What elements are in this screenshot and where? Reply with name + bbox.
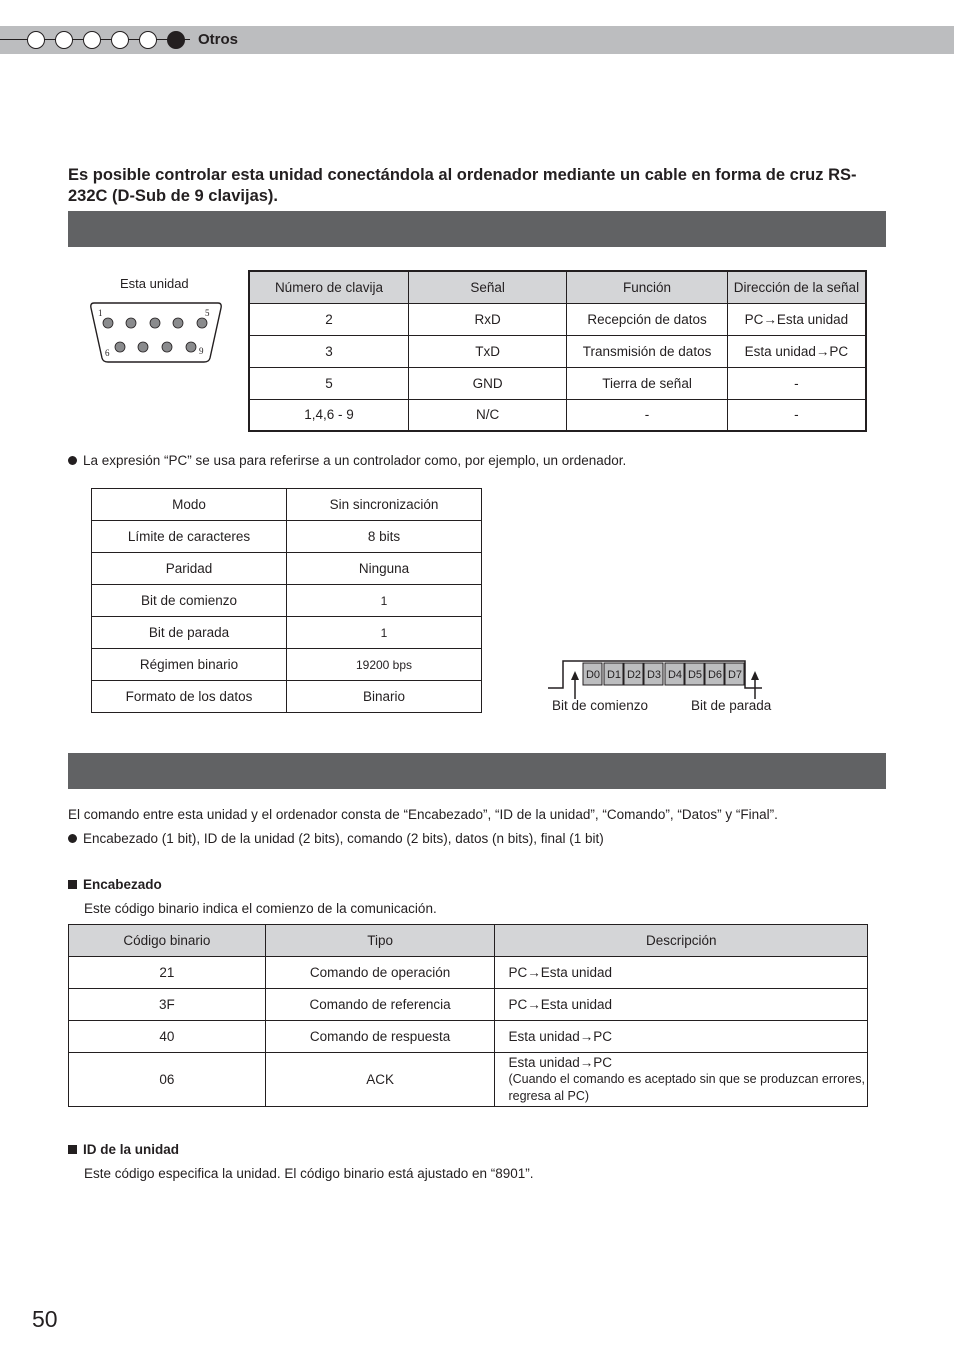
table-row <box>69 989 868 1021</box>
bit-label: D7 <box>727 669 743 681</box>
header-code-table <box>68 924 868 1107</box>
unit-id-section-title-text: ID de la unidad <box>83 1142 180 1157</box>
ack-description: Esta unidad→PC <box>508 1055 613 1070</box>
table-cell: Esta unidad→PC <box>727 335 866 367</box>
setting-value: 8 bits <box>287 521 482 553</box>
setting-name: Límite de caracteres <box>92 521 287 553</box>
table-cell: Tierra de señal <box>567 367 728 399</box>
table-cell: - <box>567 399 728 431</box>
column-header: Descripción <box>495 925 868 957</box>
table-cell: - <box>727 367 866 399</box>
connector-label: Esta unidad <box>120 276 189 291</box>
setting-name: Formato de los datos <box>92 681 287 713</box>
setting-value: Ninguna <box>287 553 482 585</box>
table-cell: 21 <box>69 957 266 989</box>
table-cell: Transmisión de datos <box>567 335 728 367</box>
bit-label: D4 <box>667 669 683 681</box>
unit-id-description: Este código especifica la unidad. El código binario está ajustado en “8901”. <box>84 1166 534 1181</box>
column-header: Función <box>567 271 728 303</box>
progress-dot-icon <box>83 31 101 49</box>
table-cell: 3 <box>249 335 408 367</box>
table-cell <box>495 1053 868 1107</box>
ack-note: (Cuando el comando es aceptado sin que se produzcan errores, regresa al PC) <box>508 1072 865 1103</box>
table-cell: 40 <box>69 1021 266 1053</box>
table-cell: PC→Esta unidad <box>727 303 866 335</box>
pin-5-label: 5 <box>205 308 210 318</box>
table-cell: PC→Esta unidad <box>495 957 868 989</box>
table-cell: Recepción de datos <box>567 303 728 335</box>
arrow-up-icon <box>571 671 579 699</box>
pin-1-label: 1 <box>98 308 103 318</box>
table-row <box>69 1053 868 1107</box>
table-cell: - <box>727 399 866 431</box>
bit-frame-diagram <box>546 655 766 700</box>
table-cell: Comando de referencia <box>265 989 495 1021</box>
intro-text: Es posible controlar esta unidad conectándola al ordenador mediante un cable en forma de cruz RS-232C (D-Sub de 9 clavijas). <box>68 166 857 205</box>
progress-dot-icon <box>139 31 157 49</box>
table-cell: GND <box>408 367 566 399</box>
table-cell: Esta unidad→PC <box>495 1021 868 1053</box>
setting-value: Sin sincronización <box>287 489 482 521</box>
table-row <box>92 585 482 617</box>
progress-dot-icon <box>27 31 45 49</box>
setting-name: Régimen binario <box>92 649 287 681</box>
table-cell: TxD <box>408 335 566 367</box>
table-row <box>249 367 866 399</box>
bullet-icon <box>68 456 77 465</box>
note-pc-text: La expresión “PC” se usa para referirse a un controlador como, por ejemplo, un ordenador. <box>83 453 627 468</box>
table-row <box>92 617 482 649</box>
table-cell: RxD <box>408 303 566 335</box>
setting-name: Paridad <box>92 553 287 585</box>
table-row <box>92 681 482 713</box>
pin-6-label: 6 <box>105 348 110 358</box>
table-cell: 1,4,6 - 9 <box>249 399 408 431</box>
column-header: Código binario <box>69 925 266 957</box>
setting-name: Modo <box>92 489 287 521</box>
command-structure-text: Encabezado (1 bit), ID de la unidad (2 bits), comando (2 bits), datos (n bits), final (1 bit) <box>83 831 604 846</box>
section-bar <box>68 211 886 247</box>
table-row <box>249 303 866 335</box>
table-cell: Comando de respuesta <box>265 1021 495 1053</box>
pin-table <box>248 270 867 432</box>
progress-dot-active-icon <box>167 31 185 49</box>
table-cell: PC→Esta unidad <box>495 989 868 1021</box>
table-cell: ACK <box>265 1053 495 1107</box>
table-cell: 5 <box>249 367 408 399</box>
bit-label: D2 <box>626 669 642 681</box>
pin-9-label: 9 <box>199 346 204 356</box>
bullet-icon <box>68 834 77 843</box>
table-cell: Comando de operación <box>265 957 495 989</box>
setting-name: Bit de comienzo <box>92 585 287 617</box>
unit-id-section-title <box>68 1142 179 1157</box>
table-header-row <box>249 271 866 303</box>
column-header: Señal <box>408 271 566 303</box>
setting-value: 1 <box>287 585 482 617</box>
progress-dot-icon <box>55 31 73 49</box>
square-bullet-icon <box>68 1145 77 1154</box>
table-row <box>92 489 482 521</box>
command-intro: El comando entre esta unidad y el ordenador consta de “Encabezado”, “ID de la unidad”, “Comando”, “Datos” y “Final”. <box>68 807 778 822</box>
progress-dot-icon <box>111 31 129 49</box>
bit-label: D3 <box>646 669 662 681</box>
header-section-title-text: Encabezado <box>83 877 162 892</box>
setting-name: Bit de parada <box>92 617 287 649</box>
bit-label: D1 <box>606 669 622 681</box>
column-header: Número de clavija <box>249 271 408 303</box>
bit-label: D6 <box>707 669 723 681</box>
table-row <box>249 399 866 431</box>
column-header: Tipo <box>265 925 495 957</box>
header-section-title <box>68 877 162 892</box>
square-bullet-icon <box>68 880 77 889</box>
table-row <box>92 553 482 585</box>
bit-label: D5 <box>687 669 703 681</box>
comm-settings-table <box>91 488 482 713</box>
table-row <box>249 335 866 367</box>
header-section-description: Este código binario indica el comienzo de la comunicación. <box>84 901 437 916</box>
column-header: Dirección de la señal <box>727 271 866 303</box>
table-row <box>92 649 482 681</box>
dsub9-connector-icon <box>88 300 224 366</box>
setting-value: 1 <box>287 617 482 649</box>
table-row <box>69 1021 868 1053</box>
table-cell: 06 <box>69 1053 266 1107</box>
section-bar <box>68 753 886 789</box>
table-cell: N/C <box>408 399 566 431</box>
bit-label: D0 <box>585 669 601 681</box>
page-number: 50 <box>32 1306 58 1332</box>
command-structure <box>68 831 604 846</box>
section-label: Otros <box>198 31 239 48</box>
table-row <box>92 521 482 553</box>
table-cell: 2 <box>249 303 408 335</box>
table-cell: 3F <box>69 989 266 1021</box>
section-header-bar <box>0 26 954 54</box>
table-row <box>69 957 868 989</box>
note-pc <box>68 453 626 468</box>
stop-bit-label: Bit de parada <box>691 698 772 713</box>
start-bit-label: Bit de comienzo <box>552 698 649 713</box>
table-header-row <box>69 925 868 957</box>
arrow-up-icon <box>751 671 759 699</box>
setting-value: Binario <box>287 681 482 713</box>
setting-value: 19200 bps <box>287 649 482 681</box>
